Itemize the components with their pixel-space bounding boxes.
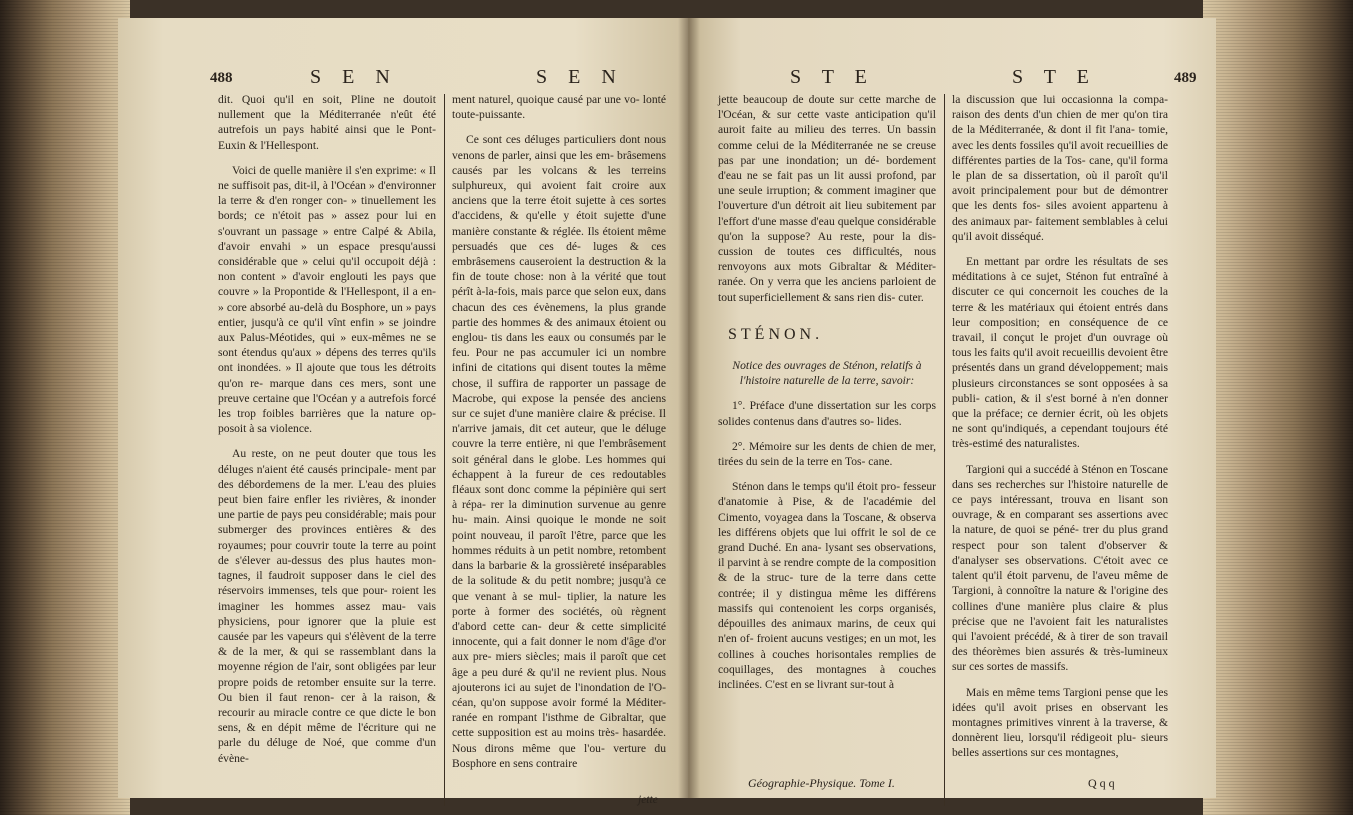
right-page	[688, 18, 1216, 798]
book-gutter	[678, 18, 700, 798]
paragraph: jette beaucoup de doute sur cette marche de l'Océan, & sur cette vaste anticipation qu'il auroit faite au milieu des terres. Un bassin comme celui de la Méditerranée ne se creuse pas par une inondation; un dé- bordement d'eau ne se fait pas un lit aussi profond, par une seule irruption; & comment imaginer que l'ouverture d'un détroit ait lieu subitement par l'effort d'une masse d'eau quelque considérable qu'on la suppose? Au reste, pour la dis- cussion de toutes ces difficultés, nous renvoyons aux mots Gibraltar & Méditer- ranée. On y verra que les anciens parloient de tout superficiellement & sans rien dis- cuter.	[718, 93, 936, 304]
running-head: S T E	[1012, 66, 1097, 88]
right-page-stack-edge	[1203, 0, 1353, 815]
notice-title: Notice des ouvrages de Sténon, relatifs à l'histoire naturelle de la terre, savoir:	[732, 359, 922, 388]
list-item: 1°. Préface d'une dissertation sur les corps solides contenus dans d'autres so- lides.	[718, 399, 936, 428]
page-number: 488	[210, 70, 233, 86]
paragraph: Mais en même tems Targioni pense que les idées qu'il avoit prises en observant les montagnes primitives vinrent à la traverse, & donnèrent lieu, lorsqu'il rédigeoit plu- sieurs belles assertions sur ces montagnes,	[952, 685, 1168, 760]
page-number: 489	[1174, 70, 1197, 86]
footer-title: Géographie-Physique. Tome I.	[748, 776, 895, 790]
paragraph: Sténon dans le temps qu'il étoit pro- fesseur d'anatomie à Pise, & de l'académie del Cimento, voyagea dans la Toscane, & observa les différens objets que lui offrit le sol de ce grand Duché. En ana- lysant ses observations, il parvint à se rendre compte de la composition & de la struc- ture de la terre dans cette contrée; il y distingua même les différens massifs qui contenoient les corps organisés, dépouilles des animaux marins, de ceux qui n'en of- froient aucuns vestiges; en un mot, les collines à couches horisontales remplies de coquillages, des montagnes à couches inclinées. C'est en se livrant sur-tout à	[718, 480, 936, 691]
signature-mark: Q q q	[1088, 776, 1115, 790]
paragraph: la discussion que lui occasionna la compa- raison des dents d'un chien de mer qu'on tira de la Méditerranée, & dont il fit l'ana- tomie, avec les dents fossiles qu'il avoit recueillies de différentes parties de la Tos- cane, qu'il forma le plan de sa dissertation, où il paroît qu'il avoit principalement pour but de démontrer que les dents fos- siles avoient appartenu à des animaux par- faitement semblables à celui qu'il avoit disséqué.	[952, 93, 1168, 243]
list-item: 2°. Mémoire sur les dents de chien de mer, tirées du sein de la terre en Tos- cane.	[718, 439, 936, 469]
paragraph: ment naturel, quoique causé par une vo- lonté toute-puissante.	[452, 93, 666, 122]
running-head: S E N	[310, 66, 398, 88]
paragraph: Targioni qui a succédé à Sténon en Toscane dans ses recherches sur l'histoire naturelle de ce pays intéressant, trouva en lisant son ouvrage, & en comparant ses assertions avec la nature, de quoi se péné- trer du plus grand respect pour son talent d'observer & d'analyser ses observations. C'étoit avec ce talent qu'il étoit parvenu, de l'aveu même de Targioni, à connoître la nature & l'origine des collines d'une manière plus claire & plus précise que ne l'avoient fait les naturalistes qui l'avoient précédé, & à tirer de son travail des théorèmes bien assurés & très-lumineux sur ces sortes de massifs.	[952, 462, 1168, 674]
paragraph: dit. Quoi qu'il en soit, Pline ne doutoit nullement que la Méditerranée n'eût été autrefois un pays habité ainsi que le Pont-Euxin & l'Hellespont.	[218, 93, 436, 152]
left-page-stack-edge	[0, 0, 130, 815]
paragraph: Au reste, on ne peut douter que tous les déluges n'aient été causés principale- ment par des débordemens de la mer. L'eau des pluies peut bien faire enfler les rivières, & inonder une partie de pays peu considérable; mais pour submerger des provinces entières & des royaumes; pour couvrir toute la terre au point de s'élever au-dessus des plus hautes mon- tagnes, il faudroit supposer dans le ciel des réservoirs immenses, tels que pour- roient les imaginer les hommes assez mau- vais physiciens, pour ignorer que la pluie est causée par les vapeurs qui s'élèvent de la terre & de la mer, & qui se rassemblant dans la moyenne région de l'air, sont obligées par leur propre poids de retomber ensuite sur la terre. Ou bien il faut renon- cer à la raison, & recourir au miracle contre ce que dicte le bon sens, & en dépit même de l'écriture qui ne parle du déluge de Noé, que comme d'un évène-	[218, 447, 436, 765]
text-column-2	[452, 92, 666, 771]
running-head: S T E	[790, 66, 875, 88]
column-rule	[444, 94, 445, 806]
text-column-2	[952, 92, 1168, 761]
paragraph: En mettant par ordre les résultats de ses méditations à ce sujet, Sténon fut entraîné à discuter ce qui concernoit les couches de la terre & les matériaux qui étoient entrés dans leur composition; en conséquence de ce travail, il conçut le projet d'un ouvrage où tous les faits qu'il avoit recueillis devoient être présentés dans un grand développement; mais plusieurs circonstances se sont opposées à sa publi- cation, & il s'est borné à n'en donner que la préface; ce dernier écrit, où les objets ne sont qu'indiqués, a cependant toujours été très-estimé des naturalistes.	[952, 255, 1168, 451]
column-rule	[944, 94, 945, 806]
running-head: S E N	[536, 66, 624, 88]
paragraph: Ce sont ces déluges particuliers dont nous venons de parler, ainsi que les em- brâsemens causés par les volcans & les terreins sulphureux, qui avoient fait croire aux anciens que la terre étoit sujette à ces sortes d'accidens, & qu'elle y étoit sujette d'une manière constante & réglée. Ils étoient même persuadés que ces dé- luges & ces embrâsemens causeroient la destruction & la fin de toute chose: non à la vérité que tout pérît à-la-fois, mais parce que selon eux, dans chacun des ces évènemens, la plus grande partie des hommes & des animaux étoient ou englou- tis dans les eaux ou consumés par le feu. Pour ne pas accumuler ici un nombre infini de citations qui disent toutes la même chose, il suffira de rapporter un passage de Macrobe, qui expose la pensée des anciens sur ce sujet d'une manière claire & précise. Il n'arrive jamais, dit cet auteur, que le déluge couvre la terre entière, ni que l'embrâsement soit général dans le globe. Les hommes qui échappent à la fureur de ces redoutables fléaux sont donc comme la pépinière qui sert à répa- rer la diminution survenue au genre hu- main. Ainsi quoique le monde ne soit point nouveau, il paroît l'être, parce que les hommes réduits à un petit nombre, retombent dans la barbarie & la grossièreté inséparables de la solitude & du petit nombre; jusqu'à ce que venant à se mul- tiplier, la nature les porte à former des sociétés, où règnent d'abord cette can- deur & cette simplicité innocente, qui a fait donner le nom d'âge d'or aux pre- miers siècles; mais il paroît que cet âge a peu duré & qu'il ne revient plus. Nous ajouterons ici au sujet de l'inondation de l'O- céan, qu'on suppose avoir formé la Méditer- ranée en rompant l'isthme de Gibraltar, que cette supposition est au moins très- hasardée. Nous dirons même que l'ou- verture du Bosphore en sens contraire	[452, 133, 666, 770]
paragraph: Voici de quelle manière il s'en exprime: « Il ne suffisoit pas, dit-il, à l'Océan » d'environner la terre & d'en ronger con- » tinuellement les bords; ce n'étoit pas » assez pour lui en s'ouvrant un passage » entre Calpé & Abila, d'avoir envahi » un espace presqu'aussi considérable que » celui qu'il occupoit déjà : non content » d'avoir englouti les pays que couvre » la Propontide & l'Hellespont, il a en- » core absorbé au-delà du Bosphore, un » pays entier, jusqu'à ce qu'il vînt enfin » se joindre aux Palus-Méotides, qui » eux-mêmes ne se sont étendus qu'aux » dépens des terres qu'ils ont inondées. » Il ajoute que tous les détroits qu'on re- marque dans ces mers, sont une preuve certaine que l'Océan y a autrefois forcé les trop foibles barrières que la nature op- posoit à sa violence.	[218, 163, 436, 436]
catchword: jette	[638, 794, 658, 806]
left-page	[118, 18, 688, 806]
text-column-1	[718, 92, 936, 692]
text-column-1	[218, 92, 436, 766]
section-heading: STÉNON.	[728, 325, 824, 343]
